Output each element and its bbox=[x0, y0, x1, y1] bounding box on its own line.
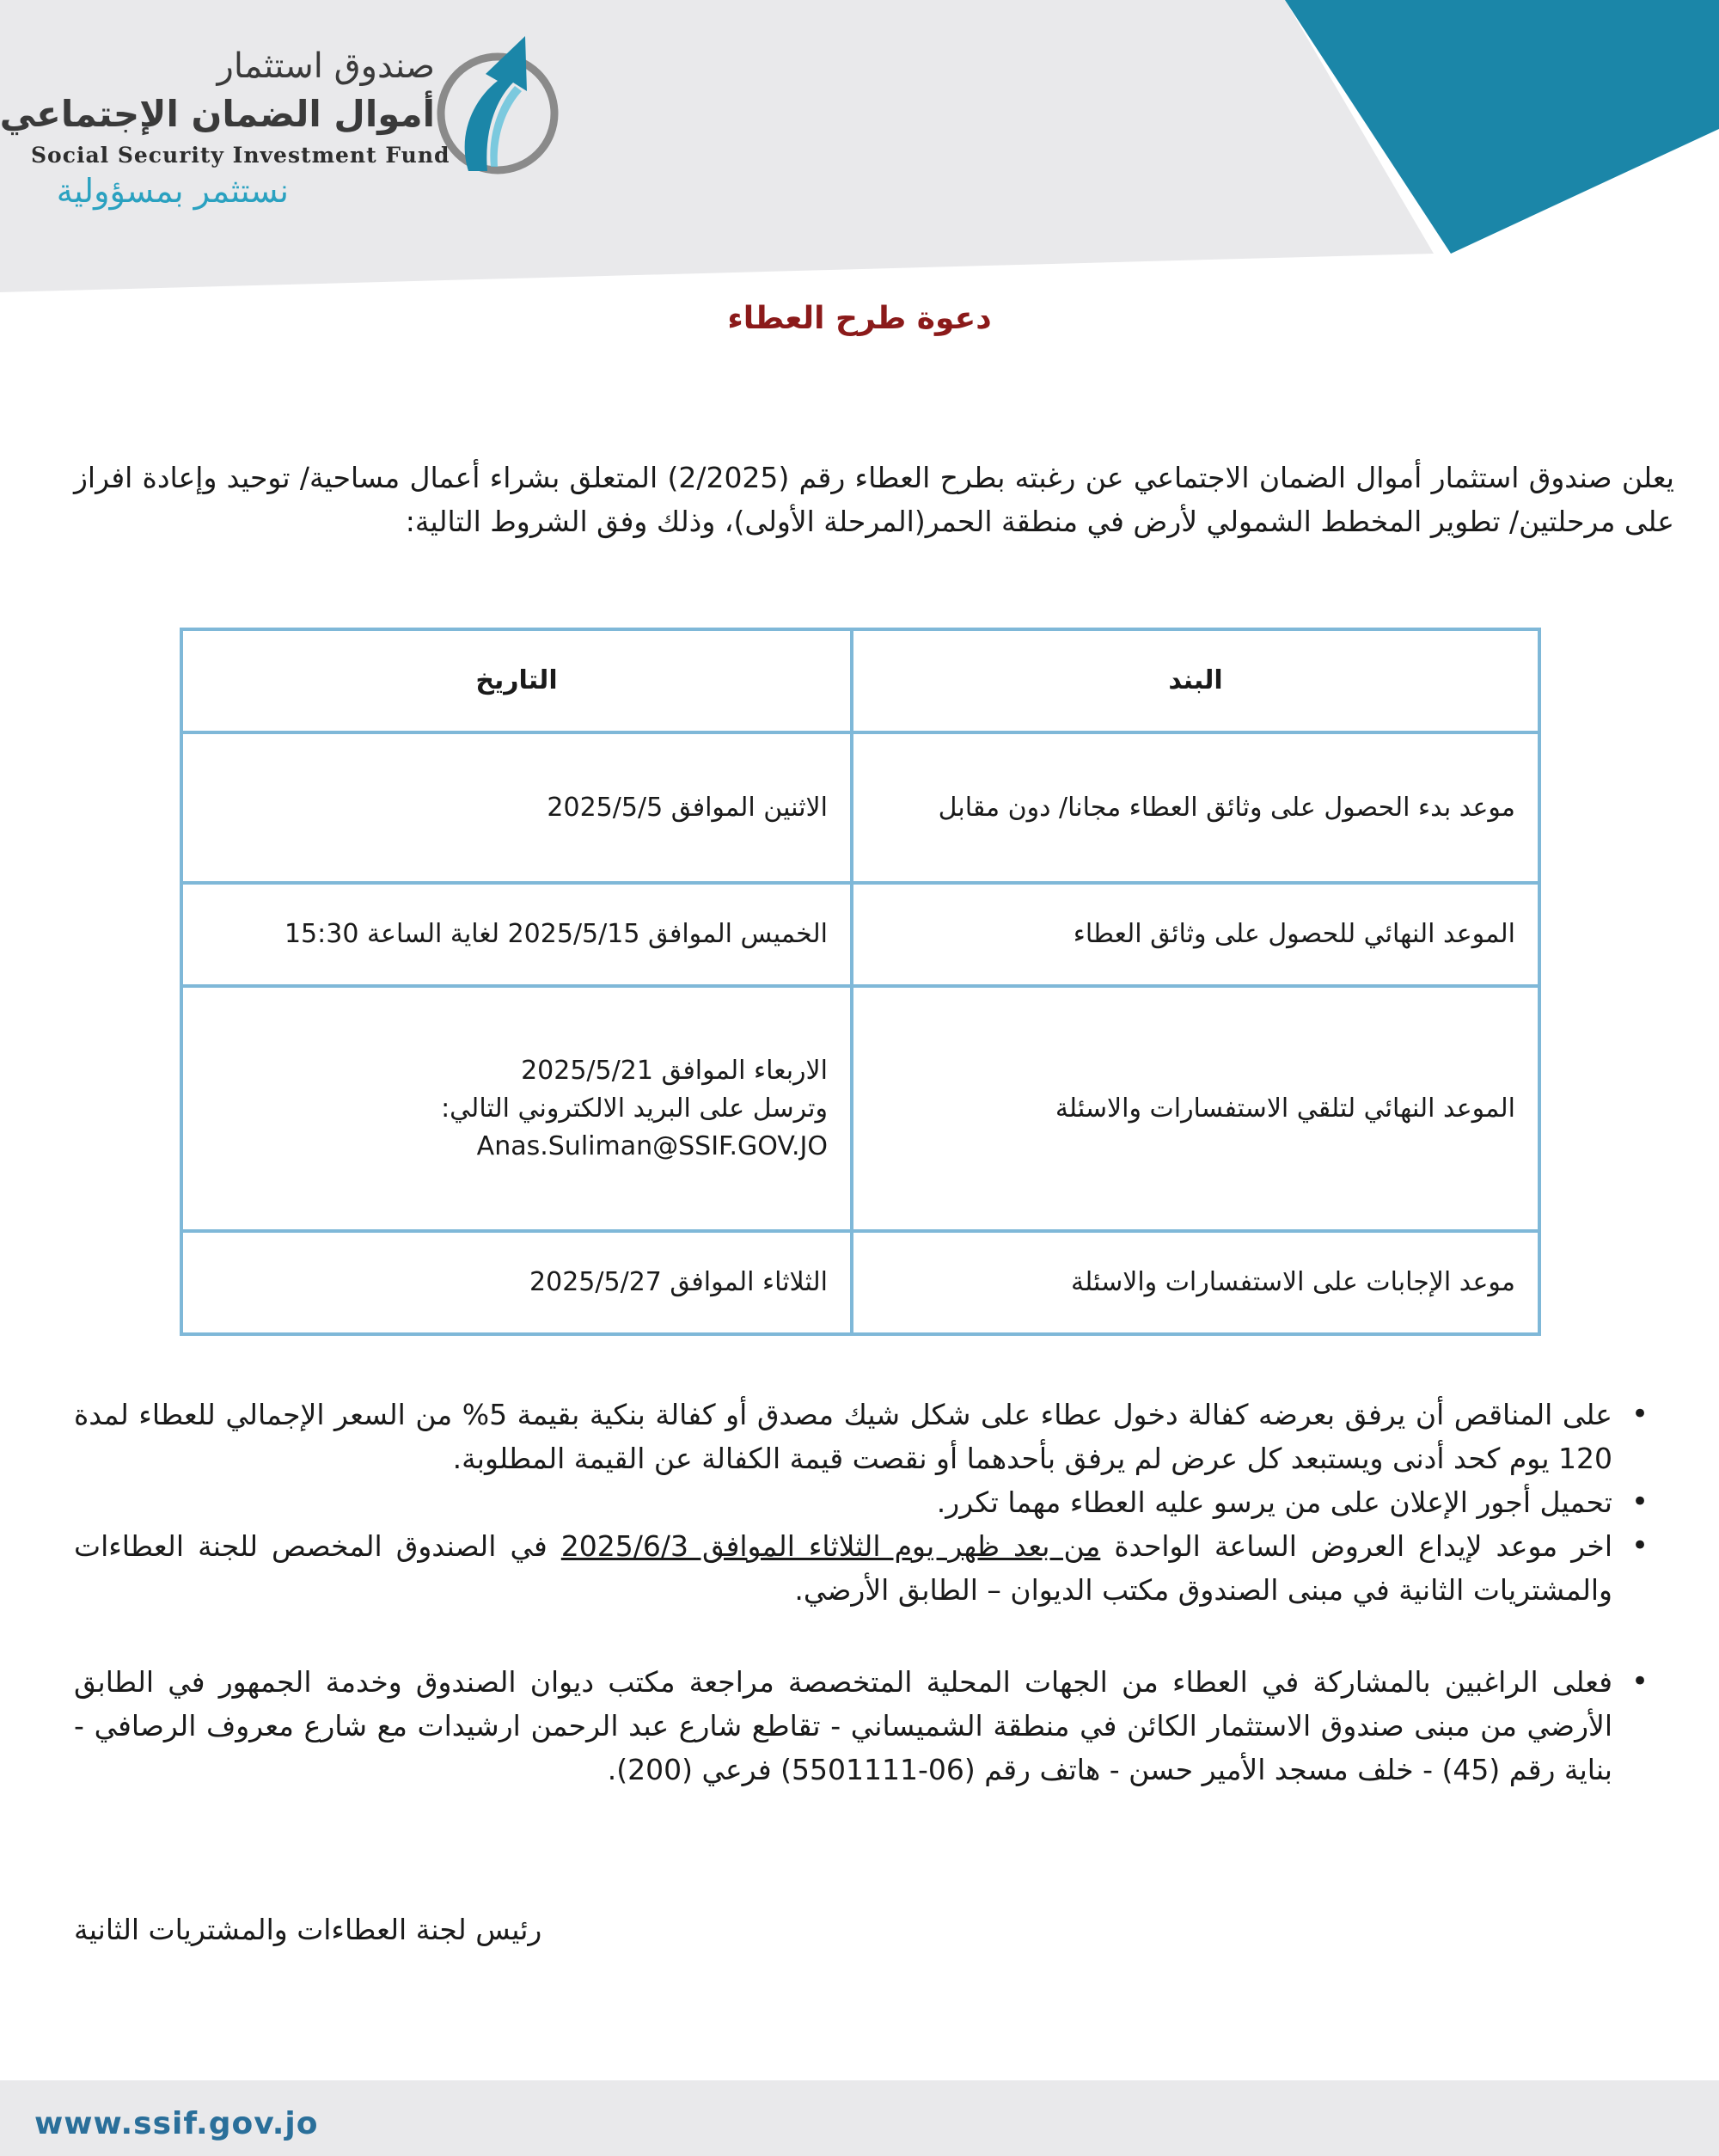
website-link[interactable]: www.ssif.gov.jo bbox=[34, 2106, 319, 2141]
page-title: دعوة طرح العطاء bbox=[727, 301, 992, 336]
row-item: الموعد النهائي للحصول على وثائق العطاء bbox=[852, 883, 1539, 986]
logo-slogan: نستثمر بمسؤولية bbox=[56, 172, 289, 210]
signature-line: رئيس لجنة العطاءات والمشتريات الثانية bbox=[74, 1913, 542, 1946]
row-item: موعد الإجابات على الاستفسارات والاسئلة bbox=[852, 1231, 1539, 1334]
row-item: الموعد النهائي لتلقي الاستفسارات والاسئلة bbox=[852, 986, 1539, 1231]
header-date: التاريخ bbox=[181, 629, 852, 732]
list-item bbox=[74, 1524, 1612, 1612]
list-item: • تحميل أجور الإعلان على من يرسو عليه العطاء مهما تكرر. bbox=[74, 1480, 1612, 1524]
ssif-logo bbox=[0, 24, 564, 222]
row-date bbox=[181, 732, 852, 883]
row-item: موعد بدء الحصول على وثائق العطاء مجانا/ دون مقابل bbox=[852, 732, 1539, 883]
logo-emblem-icon bbox=[431, 29, 568, 184]
list-item: • على المناقص أن يرفق بعرضه كفالة دخول عطاء على شكل شيك مصدق أو كفالة بنكية بقيمة 5% من السعر الإجمالي للعطاء لمدة 120 يوم كحد أدنى ويستبعد كل عرض لم يرفق بأحدهما أو نقصت قيمة الكفالة عن القيمة المطلوبة. bbox=[74, 1393, 1612, 1480]
logo-name-en: Social Security Investment Fund bbox=[31, 143, 450, 168]
row-date bbox=[181, 883, 852, 986]
table-row bbox=[181, 986, 1539, 1231]
deadline-text: اخر موعد لإيداع العروض الساعة الواحدة bbox=[1100, 1529, 1613, 1563]
deadline-location: في الصندوق المخصص للجنة العطاءات والمشتريات الثانية في مبنى الصندوق مكتب الديوان – الطابق الأرضي. bbox=[74, 1529, 1612, 1607]
header-item: البند bbox=[852, 629, 1539, 732]
date-line: الثلاثاء الموافق 2025/5/27 bbox=[529, 1267, 828, 1297]
table-header-row bbox=[181, 629, 1539, 732]
table-row bbox=[181, 1231, 1539, 1334]
row-date bbox=[181, 1231, 852, 1334]
table-row bbox=[181, 732, 1539, 883]
logo-name-ar-line2: أموال الضمان الإجتماعي bbox=[0, 93, 435, 135]
date-line: الخميس الموافق 2025/5/15 لغاية الساعة 15:30 bbox=[284, 919, 828, 949]
date-line: وترسل على البريد الالكتروني التالي: bbox=[441, 1093, 828, 1124]
list-item: • فعلى الراغبين بالمشاركة في العطاء من الجهات المحلية المتخصصة مراجعة مكتب ديوان الصندوق وخدمة الجمهور في الطابق الأرضي من مبنى صندوق الاستثمار الكائن في منطقة الشميساني - تقاطع شارع عبد الرحمن ارشيدات مع شارع معروف الرصافي - بناية رقم (45) - خلف مسجد الأمير حسن - هاتف رقم (06-5501111) فرعي (200). bbox=[74, 1660, 1612, 1792]
intro-paragraph: يعلن صندوق استثمار أموال الضمان الاجتماعي عن رغبته بطرح العطاء رقم (2/2025) المتعلق بشراء أعمال مساحية/ توحيد وإعادة افراز على مرحلتين/ تطوير المخطط الشمولي لأرض في منطقة الحمر(المرحلة الأولى)، وذلك وفق الشروط التالية: bbox=[74, 461, 1674, 538]
table-row bbox=[181, 883, 1539, 986]
conditions-list bbox=[74, 1393, 1652, 1792]
email-address: Anas.Suliman@SSIF.GOV.JO bbox=[476, 1130, 828, 1161]
date-line: الاثنين الموافق 2025/5/5 bbox=[547, 792, 828, 823]
deadline-date: من بعد ظهر يوم الثلاثاء الموافق 2025/6/3 bbox=[560, 1529, 1101, 1563]
terms-table bbox=[180, 628, 1541, 1336]
logo-name-ar-line1: صندوق استثمار bbox=[217, 46, 435, 86]
row-date bbox=[181, 986, 852, 1231]
date-line: الاربعاء الموافق 2025/5/21 bbox=[521, 1055, 828, 1086]
